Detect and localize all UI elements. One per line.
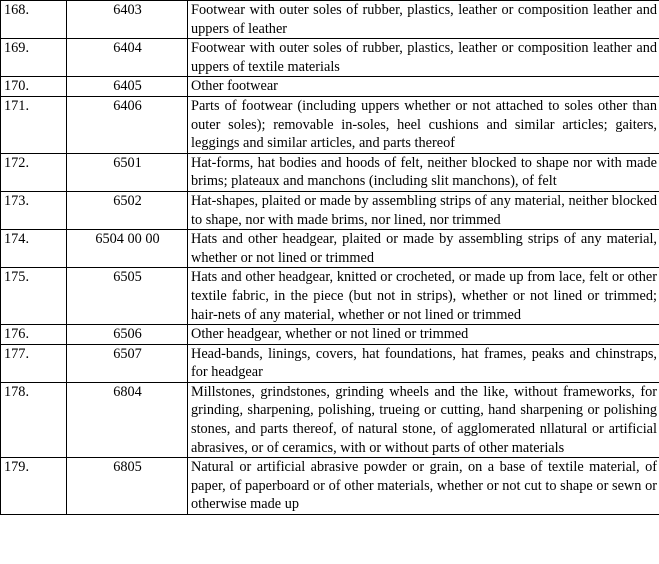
table-row [1,1,659,39]
goods-description: Other footwear [188,77,659,97]
table-row [1,344,659,382]
goods-description: Parts of footwear (including uppers whether or not attached to soles other than outer soles); removable in-soles, heel cushions and similar articles; gaiters, leggings and similar articles, and parts thereof [188,96,659,153]
goods-description: Head-bands, linings, covers, hat foundations, hat frames, peaks and chinstraps, for headgear [188,344,659,382]
table-row [1,191,659,229]
goods-description: Other headgear, whether or not lined or trimmed [188,325,659,345]
hs-code: 6507 [67,344,188,382]
row-number: 169. [1,39,67,77]
goods-description: Hat-forms, hat bodies and hoods of felt, neither blocked to shape nor with made brims; plateaux and manchons (including slit manchons), of felt [188,153,659,191]
goods-description: Millstones, grindstones, grinding wheels and the like, without frameworks, for grinding, sharpening, polishing, trueing or cutting, hand sharpening or polishing stones, and parts thereof, of natural stone, of agglomerated nllatural or artificial abrasives, or of ceramics, with or without parts of other materials [188,382,659,457]
row-number: 174. [1,230,67,268]
table-row [1,39,659,77]
table-row [1,268,659,325]
table-row [1,230,659,268]
goods-description: Hat-shapes, plaited or made by assembling strips of any material, neither blocked to shape, nor with made brims, nor lined, nor trimmed [188,191,659,229]
goods-description: Natural or artificial abrasive powder or grain, on a base of textile material, of paper, of paperboard or of other materials, whether or not cut to shape or sewn or otherwise made up [188,458,659,515]
table-row [1,382,659,457]
row-number: 171. [1,96,67,153]
table-row [1,153,659,191]
row-number: 172. [1,153,67,191]
hs-code: 6406 [67,96,188,153]
hs-code: 6502 [67,191,188,229]
tariff-table-body [1,1,659,515]
hs-code: 6506 [67,325,188,345]
hs-code: 6505 [67,268,188,325]
row-number: 173. [1,191,67,229]
row-number: 176. [1,325,67,345]
table-row [1,96,659,153]
row-number: 170. [1,77,67,97]
row-number: 179. [1,458,67,515]
hs-code: 6404 [67,39,188,77]
table-row [1,325,659,345]
row-number: 168. [1,1,67,39]
row-number: 177. [1,344,67,382]
goods-description: Footwear with outer soles of rubber, plastics, leather or composition leather and uppers of leather [188,1,659,39]
hs-code: 6403 [67,1,188,39]
goods-description: Hats and other headgear, knitted or crocheted, or made up from lace, felt or other textile fabric, in the piece (but not in strips), whether or not lined or trimmed; hair-nets of any material, whether or not lined or trimmed [188,268,659,325]
goods-description: Hats and other headgear, plaited or made by assembling strips of any material, whether or not lined or trimmed [188,230,659,268]
goods-description: Footwear with outer soles of rubber, plastics, leather or composition leather and uppers of textile materials [188,39,659,77]
hs-code: 6805 [67,458,188,515]
table-row [1,77,659,97]
hs-code: 6405 [67,77,188,97]
hs-code: 6504 00 00 [67,230,188,268]
table-row [1,458,659,515]
row-number: 175. [1,268,67,325]
hs-code: 6501 [67,153,188,191]
row-number: 178. [1,382,67,457]
hs-code: 6804 [67,382,188,457]
